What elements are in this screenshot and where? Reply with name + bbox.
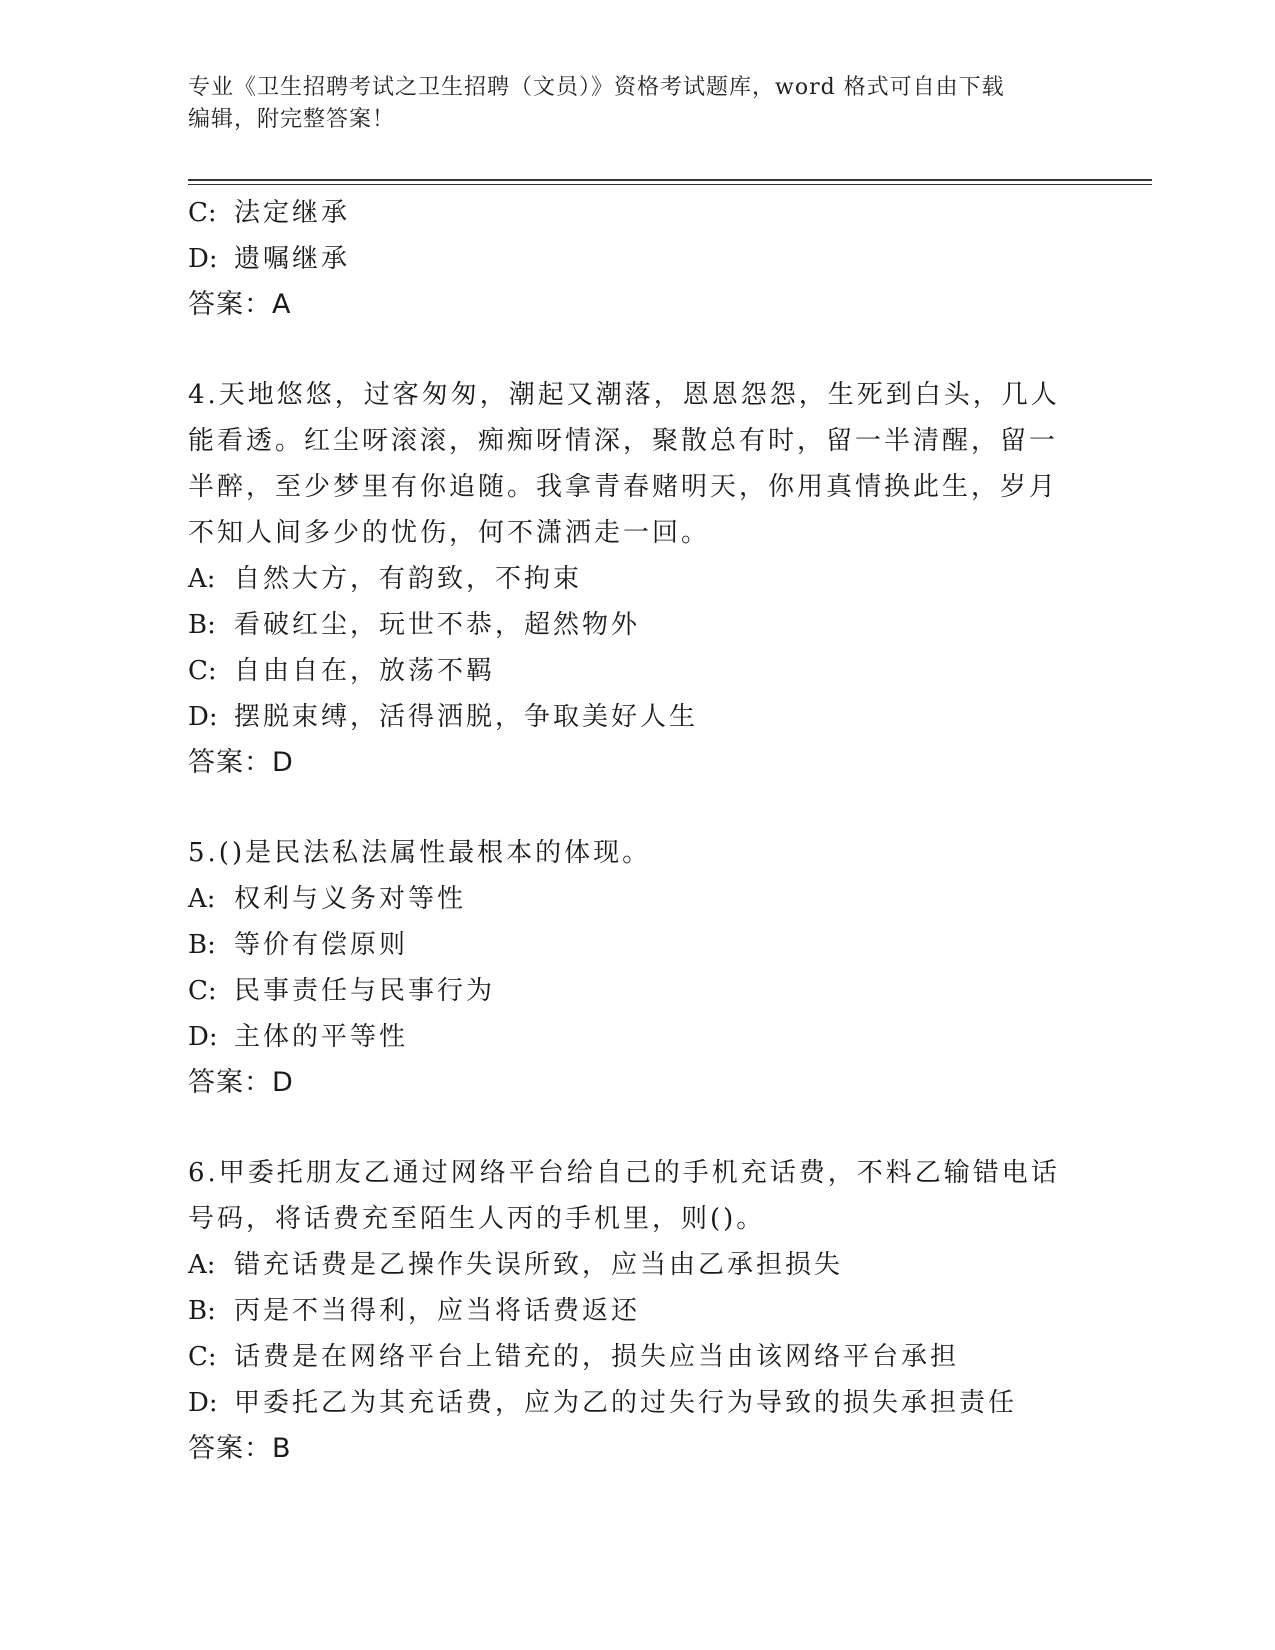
option-a xyxy=(188,876,1068,922)
document-body xyxy=(188,190,1068,1472)
option-d xyxy=(188,1014,1068,1060)
option-c xyxy=(188,648,1068,694)
question-stem: 5.()是民法私法属性最根本的体现。 xyxy=(188,838,652,868)
option-c xyxy=(188,1334,1068,1380)
option-label: B: xyxy=(188,1296,216,1326)
option-text: 主体的平等性 xyxy=(234,1022,409,1052)
option-label: A: xyxy=(188,884,216,914)
option-text: 错充话费是乙操作失误所致，应当由乙承担损失 xyxy=(234,1250,844,1280)
answer-line: 答案：D xyxy=(188,1067,294,1098)
option-label: B: xyxy=(188,930,216,960)
option-d xyxy=(188,1380,1068,1426)
option-label: D: xyxy=(188,244,218,274)
option-d xyxy=(188,694,1068,740)
option-text: 话费是在网络平台上错充的，损失应当由该网络平台承担 xyxy=(234,1342,960,1372)
option-text: 民事责任与民事行为 xyxy=(234,976,496,1006)
option-label: C: xyxy=(188,1342,217,1372)
option-text: 摆脱束缚，活得洒脱，争取美好人生 xyxy=(234,702,699,732)
option-d xyxy=(188,236,1068,282)
option-c xyxy=(188,190,1068,236)
option-text: 遗嘱继承 xyxy=(234,244,351,274)
option-label: D: xyxy=(188,1388,218,1418)
option-text: 自由自在，放荡不羁 xyxy=(234,656,496,686)
option-label: C: xyxy=(188,198,217,228)
option-label: B: xyxy=(188,610,216,640)
option-c xyxy=(188,968,1068,1014)
option-b xyxy=(188,922,1068,968)
answer-line: 答案：A xyxy=(188,289,292,320)
document-header xyxy=(188,72,1068,136)
header-divider-thin xyxy=(188,184,1152,185)
option-label: D: xyxy=(188,702,218,732)
option-label: C: xyxy=(188,976,217,1006)
question-stem: 4.天地悠悠，过客匆匆，潮起又潮落，恩恩怨怨，生死到白头，几人能看透。红尘呀滚滚，痴痴呀情深，聚散总有时，留一半清醒，留一半醉，至少梦里有你追随。我拿青春赌明天，你用真情换此生，岁月不知人间多少的忧伤，何不潇洒走一回。 xyxy=(188,380,1060,548)
header-divider-thick xyxy=(188,179,1152,181)
header-title-line1: 专业《卫生招聘考试之卫生招聘（文员）》资格考试题库，word 格式可自由下载 xyxy=(188,75,1005,100)
option-label: D: xyxy=(188,1022,218,1052)
option-b xyxy=(188,1288,1068,1334)
header-title-line2: 编辑，附完整答案！ xyxy=(188,107,396,132)
option-text: 自然大方，有韵致，不拘束 xyxy=(234,564,583,594)
option-label: A: xyxy=(188,1250,216,1280)
answer-line: 答案：B xyxy=(188,1433,292,1464)
option-label: A: xyxy=(188,564,216,594)
option-text: 甲委托乙为其充话费，应为乙的过失行为导致的损失承担责任 xyxy=(234,1388,1018,1418)
answer-line: 答案：D xyxy=(188,747,294,778)
option-b xyxy=(188,602,1068,648)
option-a xyxy=(188,1242,1068,1288)
question-stem: 6.甲委托朋友乙通过网络平台给自己的手机充话费，不料乙输错电话号码，将话费充至陌生人丙的手机里，则()。 xyxy=(188,1158,1060,1234)
option-label: C: xyxy=(188,656,217,686)
option-a xyxy=(188,556,1068,602)
option-text: 看破红尘，玩世不恭，超然物外 xyxy=(234,610,641,640)
option-text: 丙是不当得利，应当将话费返还 xyxy=(234,1296,641,1326)
option-text: 法定继承 xyxy=(234,198,351,228)
option-text: 权利与义务对等性 xyxy=(234,884,467,914)
option-text: 等价有偿原则 xyxy=(234,930,409,960)
